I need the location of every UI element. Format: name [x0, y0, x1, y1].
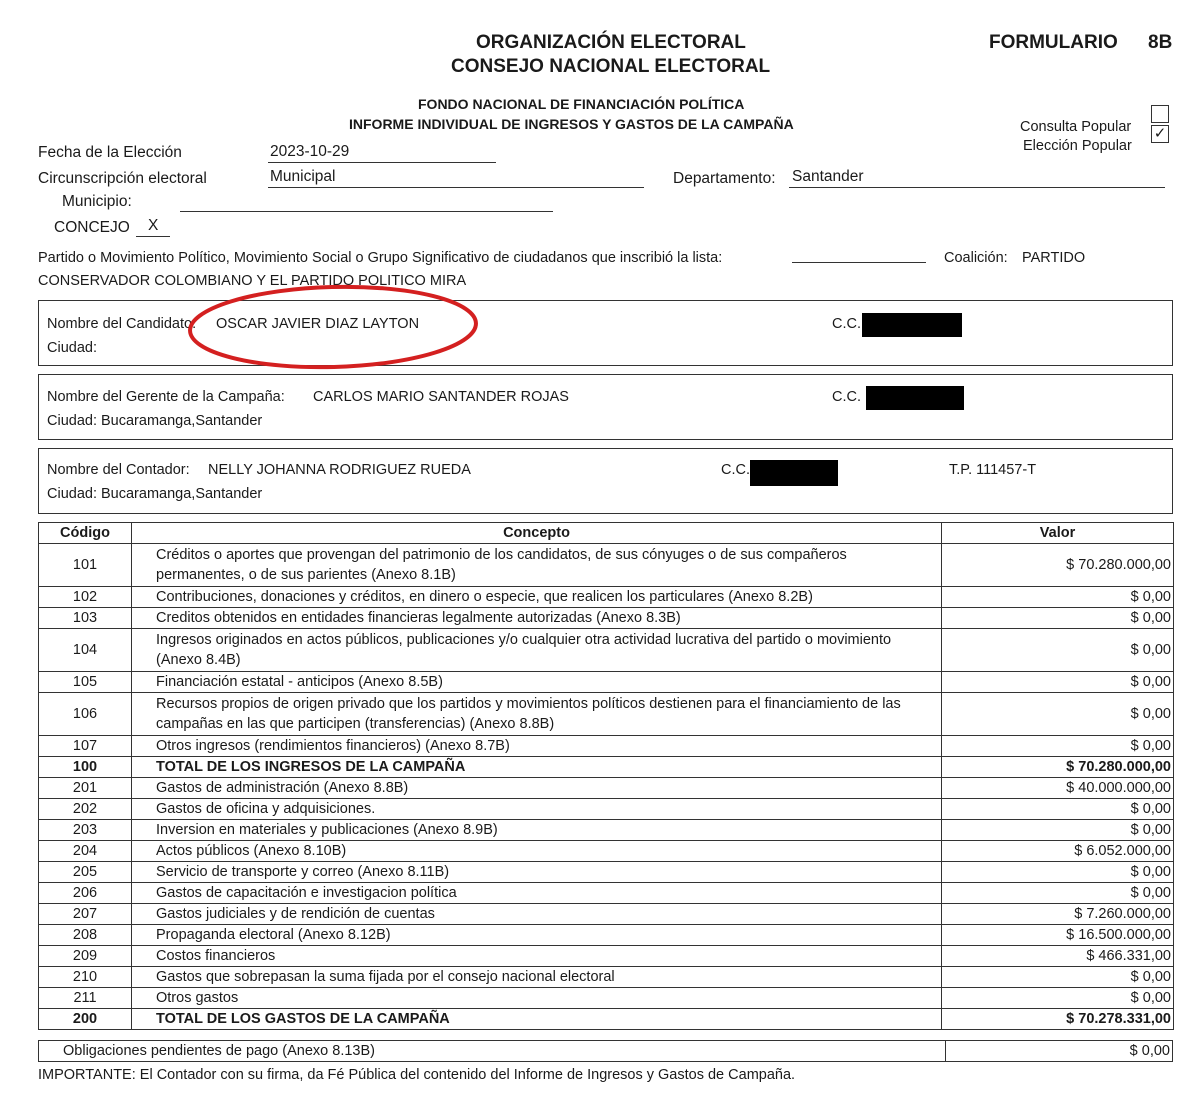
partido-underline — [792, 262, 926, 263]
municipio-underline — [180, 211, 553, 212]
fondo-title: FONDO NACIONAL DE FINANCIACIÓN POLÍTICA — [418, 96, 745, 112]
row-code: 102 — [39, 587, 132, 608]
table-row — [39, 757, 1174, 778]
row-code: 207 — [39, 904, 132, 925]
circunscripcion-underline — [268, 187, 644, 188]
row-code: 204 — [39, 841, 132, 862]
circunscripcion-value: Municipal — [270, 168, 336, 185]
row-concept: TOTAL DE LOS GASTOS DE LA CAMPAÑA — [132, 1009, 942, 1030]
contador-label: Nombre del Contador: — [47, 462, 190, 478]
table-row — [39, 608, 1174, 629]
row-code: 209 — [39, 946, 132, 967]
row-value: $ 7.260.000,00 — [942, 904, 1174, 925]
row-concept: Gastos de administración (Anexo 8.8B) — [132, 778, 942, 799]
concejo-value: X — [148, 217, 159, 234]
row-value: $ 40.000.000,00 — [942, 778, 1174, 799]
concejo-label: CONCEJO — [54, 219, 130, 236]
row-value: $ 466.331,00 — [942, 946, 1174, 967]
departamento-underline — [789, 187, 1165, 188]
candidato-ciudad-label: Ciudad: — [47, 340, 97, 356]
header-valor: Valor — [942, 523, 1174, 544]
fecha-value: 2023-10-29 — [270, 143, 350, 160]
row-value: $ 0,00 — [942, 608, 1174, 629]
row-code: 105 — [39, 672, 132, 693]
contador-tp: T.P. 111457-T — [949, 462, 1037, 478]
circunscripcion-label: Circunscripción electoral — [38, 170, 207, 187]
candidato-cc-label: C.C. — [832, 316, 861, 332]
table-row — [39, 629, 1174, 672]
fecha-underline — [268, 162, 496, 163]
consejo-title: CONSEJO NACIONAL ELECTORAL — [451, 56, 771, 77]
obligaciones-label: Obligaciones pendientes de pago (Anexo 8.13B) — [63, 1043, 375, 1059]
table-row — [39, 1009, 1174, 1030]
row-concept: Gastos de oficina y adquisiciones. — [132, 799, 942, 820]
row-concept: Recursos propios de origen privado que los partidos y movimientos políticos destienen para el financiamiento de las campañas en las que participen (transferencias) (Anexo 8.8B) — [132, 693, 942, 736]
row-concept: Financiación estatal - anticipos (Anexo 8.5B) — [132, 672, 942, 693]
red-circle-annotation — [186, 281, 480, 377]
table-row — [39, 988, 1174, 1009]
ingresos-gastos-table — [38, 522, 1174, 1030]
contador-name: NELLY JOHANNA RODRIGUEZ RUEDA — [208, 462, 471, 478]
table-row — [39, 587, 1174, 608]
header-codigo: Código — [39, 523, 132, 544]
check-icon: ✓ — [1153, 125, 1167, 142]
coalicion-label: Coalición: — [944, 250, 1008, 266]
row-concept: Creditos obtenidos en entidades financieras legalmente autorizadas (Anexo 8.3B) — [132, 608, 942, 629]
informe-title: INFORME INDIVIDUAL DE INGRESOS Y GASTOS DE LA CAMPAÑA — [349, 116, 794, 132]
row-value: $ 70.278.331,00 — [942, 1009, 1174, 1030]
row-value: $ 16.500.000,00 — [942, 925, 1174, 946]
coalicion-value-line1: PARTIDO — [1022, 250, 1086, 266]
row-value: $ 0,00 — [942, 862, 1174, 883]
row-code: 206 — [39, 883, 132, 904]
table-row — [39, 967, 1174, 988]
table-row — [39, 925, 1174, 946]
obligaciones-row — [38, 1040, 1173, 1062]
importante-note: IMPORTANTE: El Contador con su firma, da Fé Pública del contenido del Informe de Ingresos y Gastos de Campaña. — [38, 1067, 796, 1083]
row-code: 210 — [39, 967, 132, 988]
gerente-ciudad: Ciudad: Bucaramanga,Santander — [47, 413, 263, 429]
row-value: $ 0,00 — [942, 587, 1174, 608]
row-code: 200 — [39, 1009, 132, 1030]
obligaciones-value: $ 0,00 — [1129, 1043, 1170, 1059]
contador-cc-label: C.C. — [721, 462, 750, 478]
row-value: $ 0,00 — [942, 736, 1174, 757]
row-code: 208 — [39, 925, 132, 946]
row-concept: Costos financieros — [132, 946, 942, 967]
candidato-label: Nombre del Candidato: — [47, 316, 197, 332]
formulario-number: 8B — [1148, 32, 1173, 53]
concejo-underline — [136, 236, 170, 237]
table-row — [39, 904, 1174, 925]
partido-label: Partido o Movimiento Político, Movimiento Social o Grupo Significativo de ciudadanos que inscribió la lista: — [38, 250, 723, 266]
candidato-cc-redaction — [862, 313, 962, 337]
row-value: $ 0,00 — [942, 672, 1174, 693]
row-concept: Actos públicos (Anexo 8.10B) — [132, 841, 942, 862]
row-code: 103 — [39, 608, 132, 629]
row-value: $ 0,00 — [942, 693, 1174, 736]
eleccion-popular-label: Elección Popular — [1023, 138, 1132, 154]
table-header-row — [39, 523, 1174, 544]
row-value: $ 0,00 — [942, 629, 1174, 672]
table-row — [39, 883, 1174, 904]
header-concepto: Concepto — [132, 523, 942, 544]
table-row — [39, 778, 1174, 799]
row-concept: Servicio de transporte y correo (Anexo 8.11B) — [132, 862, 942, 883]
row-value: $ 0,00 — [942, 820, 1174, 841]
gerente-name: CARLOS MARIO SANTANDER ROJAS — [313, 389, 569, 405]
row-concept: TOTAL DE LOS INGRESOS DE LA CAMPAÑA — [132, 757, 942, 778]
coalicion-value-line2: CONSERVADOR COLOMBIANO Y EL PARTIDO POLITICO MIRA — [38, 273, 467, 289]
row-value: $ 0,00 — [942, 988, 1174, 1009]
gerente-box — [38, 374, 1173, 440]
row-concept: Gastos que sobrepasan la suma fijada por el consejo nacional electoral — [132, 967, 942, 988]
gerente-cc-label: C.C. — [832, 389, 861, 405]
row-code: 106 — [39, 693, 132, 736]
row-concept: Ingresos originados en actos públicos, publicaciones y/o cualquier otra actividad lucrativa del partido o movimiento (Anexo 8.4B) — [132, 629, 942, 672]
row-code: 100 — [39, 757, 132, 778]
row-value: $ 0,00 — [942, 883, 1174, 904]
table-row — [39, 544, 1174, 587]
row-concept: Contribuciones, donaciones y créditos, en dinero o especie, que realicen los particulares (Anexo 8.2B) — [132, 587, 942, 608]
row-code: 211 — [39, 988, 132, 1009]
contador-box — [38, 448, 1173, 514]
row-value: $ 70.280.000,00 — [942, 544, 1174, 587]
row-value: $ 6.052.000,00 — [942, 841, 1174, 862]
row-code: 107 — [39, 736, 132, 757]
municipio-label: Municipio: — [62, 193, 132, 210]
row-concept: Otros ingresos (rendimientos financieros) (Anexo 8.7B) — [132, 736, 942, 757]
consulta-popular-label: Consulta Popular — [1020, 119, 1132, 135]
table-row — [39, 946, 1174, 967]
contador-ciudad: Ciudad: Bucaramanga,Santander — [47, 486, 263, 502]
row-value: $ 0,00 — [942, 967, 1174, 988]
row-code: 201 — [39, 778, 132, 799]
table-row — [39, 799, 1174, 820]
row-concept: Propaganda electoral (Anexo 8.12B) — [132, 925, 942, 946]
org-title: ORGANIZACIÓN ELECTORAL — [476, 32, 746, 53]
consulta-popular-checkbox[interactable] — [1151, 105, 1169, 123]
table-row — [39, 862, 1174, 883]
departamento-label: Departamento: — [673, 170, 776, 187]
gerente-cc-redaction — [866, 386, 964, 410]
row-value: $ 70.280.000,00 — [942, 757, 1174, 778]
table-row — [39, 841, 1174, 862]
fecha-label: Fecha de la Elección — [38, 144, 182, 161]
row-concept: Inversion en materiales y publicaciones (Anexo 8.9B) — [132, 820, 942, 841]
row-code: 205 — [39, 862, 132, 883]
table-row — [39, 820, 1174, 841]
formulario-label: FORMULARIO — [989, 32, 1118, 53]
contador-cc-redaction — [750, 460, 838, 486]
row-code: 202 — [39, 799, 132, 820]
row-concept: Créditos o aportes que provengan del patrimonio de los candidatos, de sus cónyuges o de sus compañeros permanentes, o de sus parientes (Anexo 8.1B) — [132, 544, 942, 587]
table-row — [39, 672, 1174, 693]
table-row — [39, 736, 1174, 757]
row-code: 101 — [39, 544, 132, 587]
row-code: 104 — [39, 629, 132, 672]
row-value: $ 0,00 — [942, 799, 1174, 820]
table-row — [39, 693, 1174, 736]
row-concept: Otros gastos — [132, 988, 942, 1009]
obligaciones-divider — [945, 1041, 946, 1061]
gerente-label: Nombre del Gerente de la Campaña: — [47, 389, 285, 405]
departamento-value: Santander — [792, 168, 864, 185]
candidato-name: OSCAR JAVIER DIAZ LAYTON — [216, 316, 420, 332]
eleccion-popular-checkbox[interactable] — [1151, 125, 1169, 143]
row-concept: Gastos de capacitación e investigacion política — [132, 883, 942, 904]
row-code: 203 — [39, 820, 132, 841]
row-concept: Gastos judiciales y de rendición de cuentas — [132, 904, 942, 925]
